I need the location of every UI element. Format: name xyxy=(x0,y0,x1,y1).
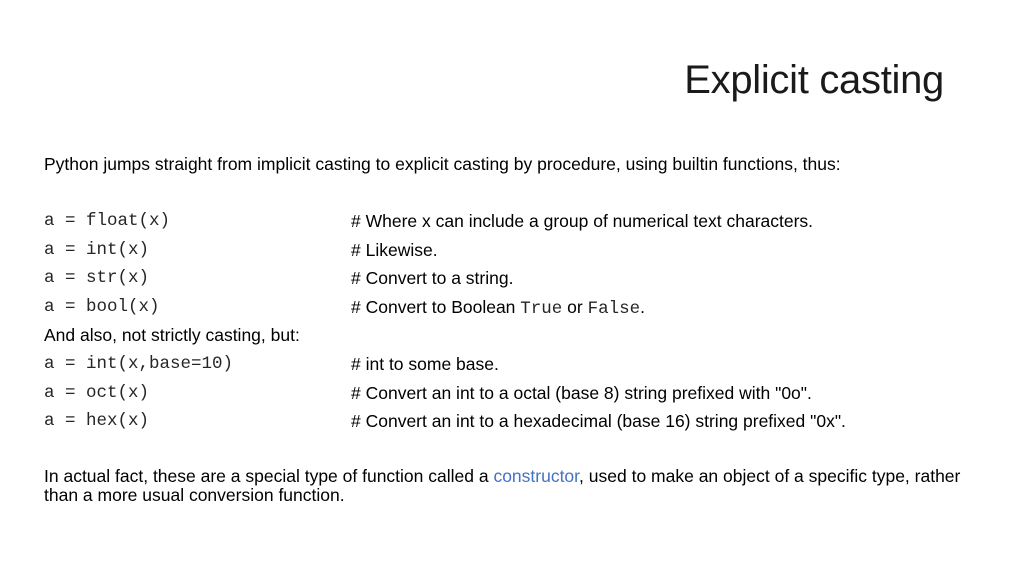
code-snippet: a = int(x,base=10) xyxy=(44,353,234,374)
code-comment: # Convert an int to a hexadecimal (base 16) string prefixed "0x". xyxy=(351,411,846,432)
code-comment: # Convert to a string. xyxy=(351,268,514,289)
false-keyword: False xyxy=(587,298,641,319)
code-snippet: a = float(x) xyxy=(44,211,171,231)
code-comment: # Where x can include a group of numerical text characters. xyxy=(351,211,814,231)
comment-text: # Convert to Boolean xyxy=(351,296,521,317)
code-row-hex xyxy=(44,407,984,436)
outro-paragraph xyxy=(44,467,984,505)
code-comment: # Likewise. xyxy=(351,239,438,260)
intro-text: Python jumps straight from implicit casting to explicit casting by procedure, using builtin functions, thus: xyxy=(44,154,841,174)
comment-or: or xyxy=(562,296,588,317)
code-examples xyxy=(44,207,984,436)
true-keyword: True xyxy=(520,298,563,319)
code-snippet: a = bool(x) xyxy=(44,296,160,317)
note-text: And also, not strictly casting, but: xyxy=(44,325,300,346)
code-comment: # Convert an int to a octal (base 8) string prefixed with "0o". xyxy=(351,382,812,403)
outro-text-after: , used to make an object of a specific type, rather than a more usual conversion function. xyxy=(44,466,961,505)
outro-text-before: In actual fact, these are a special type of function called a xyxy=(44,466,494,486)
code-row-int xyxy=(44,236,984,265)
note-row xyxy=(44,321,984,350)
code-snippet: a = oct(x) xyxy=(44,382,150,403)
code-row-str xyxy=(44,264,984,293)
code-row-int-base xyxy=(44,350,984,379)
code-row-bool xyxy=(44,293,984,322)
comment-period: . xyxy=(640,296,645,317)
code-comment xyxy=(351,293,645,324)
slide-title: Explicit casting xyxy=(684,58,944,102)
code-snippet: a = int(x) xyxy=(44,239,150,260)
code-snippet: a = hex(x) xyxy=(44,411,150,432)
code-row-oct xyxy=(44,379,984,408)
constructor-link[interactable]: constructor xyxy=(493,466,580,486)
code-snippet: a = str(x) xyxy=(44,268,150,289)
code-comment: # int to some base. xyxy=(351,353,499,374)
code-row-float xyxy=(44,207,984,236)
